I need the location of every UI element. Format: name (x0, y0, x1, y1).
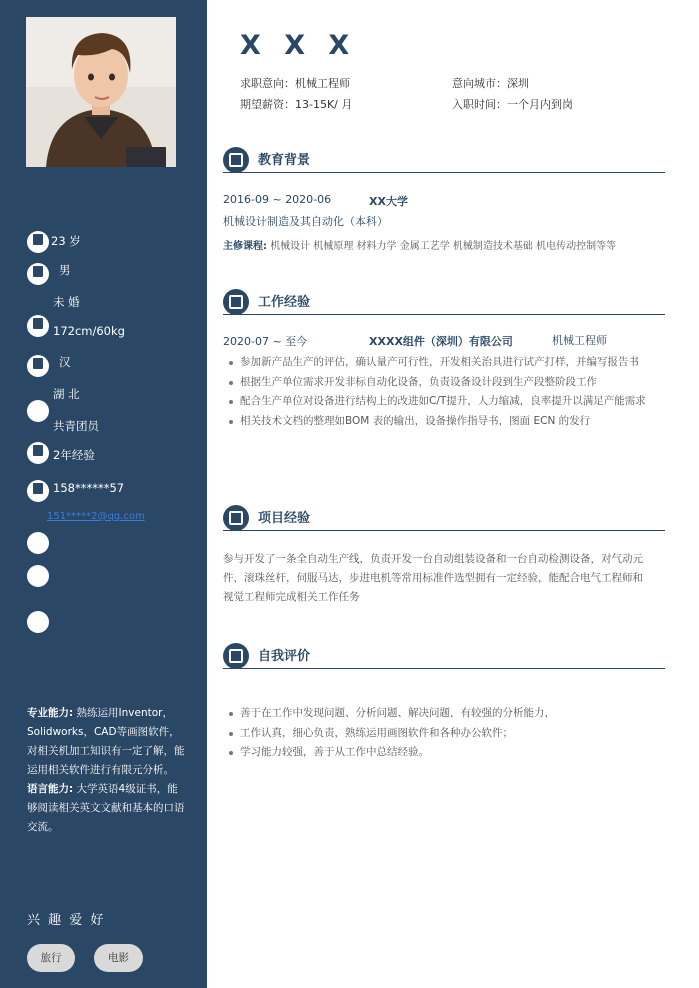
work-title: 工作经验 (258, 295, 311, 310)
courses-text: 机械设计 机械原理 材料力学 金属工艺学 机械制造技术基础 机电传动控制等等 (270, 241, 617, 252)
calendar-icon (27, 231, 49, 253)
phone-text: 158******57 (53, 481, 125, 495)
start-value: 一个月内到岗 (507, 98, 573, 111)
city-intent (452, 75, 529, 91)
skills-label: 专业能力: (27, 707, 74, 719)
hobby-tag: 旅行 (27, 944, 75, 972)
edu-period (223, 193, 331, 206)
section-divider (223, 530, 665, 531)
people-icon (27, 355, 49, 377)
location-icon (27, 400, 49, 422)
project-icon (223, 505, 249, 531)
email-link[interactable]: 151*****2@qq.com (47, 511, 145, 522)
salary-label: 期望薪资： (240, 98, 295, 111)
job-intent (240, 75, 350, 91)
body-text: 172cm/60kg (53, 324, 125, 338)
work-icon (223, 289, 249, 315)
city-value: 深圳 (507, 77, 529, 90)
hometown-text: 湖 北 (53, 387, 80, 401)
edu-sep: ~ (272, 193, 282, 206)
project-title: 项目经验 (258, 511, 311, 526)
experience-text: 2年经验 (53, 448, 95, 462)
ethnicity-text: 汉 (59, 355, 71, 369)
hobby-title: 兴 趣 爱 好 (27, 913, 106, 928)
company-name: XXXX组件（深圳）有限公司 (369, 335, 513, 348)
skills-block (27, 704, 187, 837)
salary-intent (240, 96, 352, 112)
work-duties (229, 353, 665, 431)
start-label: 入职时间： (452, 98, 507, 111)
section-divider (223, 668, 665, 669)
age-text: 23 岁 (51, 234, 81, 248)
marital-text: 未 婚 (53, 295, 80, 309)
sidebar (0, 0, 207, 988)
self-eval-icon (223, 643, 249, 669)
gender-text: 男 (59, 263, 71, 277)
self-eval-title: 自我评价 (258, 649, 311, 664)
section-divider (223, 172, 665, 173)
gender-icon (27, 263, 49, 285)
courses (223, 237, 616, 252)
work-period (223, 333, 307, 349)
education-title: 教育背景 (258, 153, 311, 168)
list-item: 工作认真，细心负责，熟练运用画图软件和各种办公软件； (229, 724, 665, 744)
ruler-icon (27, 315, 49, 337)
school-name: XX大学 (369, 195, 408, 208)
work-end: 至今 (285, 335, 308, 348)
edu-end: 2020-06 (285, 193, 332, 206)
work-sep: ~ (272, 335, 282, 348)
profile-photo (26, 17, 176, 167)
edu-start: 2016-09 (223, 193, 269, 206)
list-item: 根据生产单位需求开发非标自动化设备，负责设备设计段到生产段整阶段工作 (229, 373, 665, 393)
start-time (452, 96, 573, 112)
phone-icon (27, 480, 49, 502)
position: 机械工程师 (552, 334, 607, 347)
candidate-name: X X X (240, 30, 357, 61)
hobby-tag: 电影 (94, 944, 143, 972)
briefcase-icon (27, 442, 49, 464)
skills-paragraph (27, 704, 187, 780)
major: 机械设计制造及其自动化（本科） (223, 215, 388, 228)
self-eval-list (229, 704, 665, 763)
list-item: 相关技术文档的整理如BOM 表的输出，设备操作指导书，图面 ECN 的发行 (229, 412, 665, 432)
skills-text: 熟练运用Inventor，Solidworks，CAD等画图软件，对相关机加工知识有一定了解，能运用相关软件进行有限元分析。 (27, 707, 185, 776)
political-text: 共青团员 (53, 419, 99, 433)
work-start: 2020-07 (223, 335, 269, 348)
courses-label: 主修课程: (223, 241, 267, 252)
list-item: 学习能力较强，善于从工作中总结经验。 (229, 743, 665, 763)
child-portrait-image (26, 17, 176, 167)
education-icon (223, 147, 249, 173)
language-paragraph (27, 780, 187, 837)
list-item: 配合生产单位对设备进行结构上的改进如C/T提升，人力缩减，良率提升以满足产能需求 (229, 392, 665, 412)
section-divider (223, 314, 665, 315)
salary-value: 13-15K/ 月 (295, 98, 353, 111)
language-label: 语言能力: (27, 783, 74, 795)
project-text: 参与开发了一条全自动生产线，负责开发一台自动组装设备和一台自动检测设备，对气动元件，滚珠丝杆，伺服马达，步进电机等常用标准件选型拥有一定经验，能配合电气工程师和视觉工程师完成相关工作任务 (223, 553, 643, 603)
city-label: 意向城市： (452, 77, 507, 90)
list-item: 善于在工作中发现问题、分析问题、解决问题，有较强的分析能力， (229, 704, 665, 724)
list-item: 参加新产品生产的评估，确认量产可行性，开发相关治具进行试产打样，并编写报告书 (229, 353, 665, 373)
job-value: 机械工程师 (295, 77, 350, 90)
chat-icon (27, 611, 49, 633)
job-label: 求职意向： (240, 77, 295, 90)
contact-icon (27, 532, 49, 554)
social-icon (27, 565, 49, 587)
language-text: 大学英语4级证书，能够阅读相关英文文献和基本的口语交流。 (27, 783, 185, 833)
